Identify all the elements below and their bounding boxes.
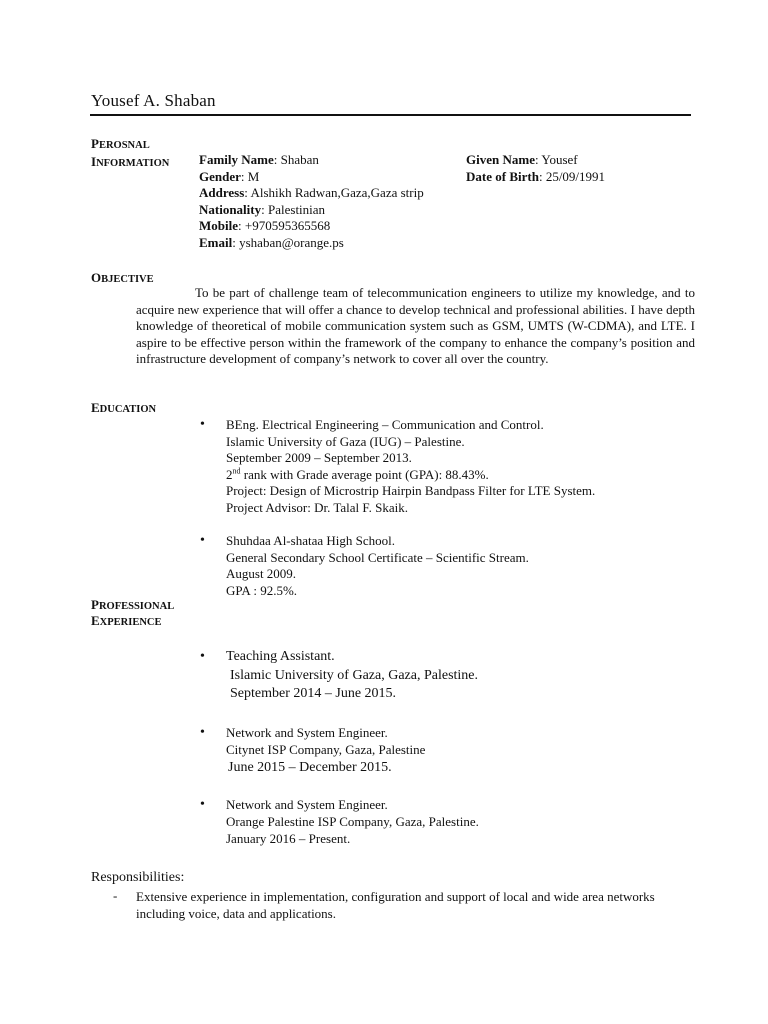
- gender-row: Gender: M: [199, 168, 260, 184]
- bullet-icon: •: [200, 797, 205, 812]
- education-heading: EDUCATION: [91, 400, 157, 415]
- bullet-icon: •: [200, 417, 205, 432]
- family-name-row: Family Name: Shaban: [199, 152, 319, 167]
- experience-entry: [226, 797, 479, 848]
- nationality-row: Nationality: Palestinian: [199, 201, 326, 217]
- degree: BEng. Electrical Engineering – Communication and Control.: [226, 417, 544, 432]
- job-title: Teaching Assistant.: [226, 649, 335, 664]
- objective-heading: OBJECTIVE: [91, 270, 154, 285]
- bullet-icon: •: [200, 533, 205, 548]
- objective-text: To be part of challenge team of telecommunication engineers to utilize my knowledge, and to acquire new experience that will offer a chance to develop technical and professional abilities. I have depth knowledge of theoretical of mobile communication system such as GSM, UMTS (W-CDMA), and LTE. I aspire to be effective person within the framework of the company to enhance the company’s position and infrastructure development of company’s network to cover all over the country.: [136, 285, 695, 366]
- job-title: Network and System Engineer.: [226, 797, 388, 812]
- bullet-icon: •: [200, 649, 205, 664]
- responsibilities-heading: Responsibilities:: [91, 870, 185, 885]
- dob-row: Date of Birth: 25/09/1991: [466, 168, 606, 184]
- project: Project: Design of Microstrip Hairpin Bandpass Filter for LTE System.: [226, 483, 596, 498]
- personal-info-right: [466, 152, 605, 185]
- dash-icon: -: [113, 888, 118, 903]
- personal-info-heading: PEROSNAL INFORMATION: [91, 136, 170, 169]
- employer: Orange Palestine ISP Company, Gaza, Palestine.: [226, 813, 479, 829]
- education-entry: [226, 417, 595, 516]
- responsibility-item: Extensive experience in implementation, configuration and support of local and wide area networks including voice, data and applications.: [136, 889, 655, 921]
- certificate: General Secondary School Certificate – Scientific Stream.: [226, 549, 529, 565]
- employer: Islamic University of Gaza, Gaza, Palestine.: [230, 667, 479, 683]
- school: Islamic University of Gaza (IUG) – Palestine.: [226, 433, 465, 449]
- job-period: January 2016 – Present.: [226, 831, 351, 846]
- gpa: GPA : 92.5%.: [226, 582, 298, 598]
- email-row: Email: yshaban@orange.ps: [199, 234, 344, 250]
- experience-entry: [226, 725, 425, 777]
- experience-entry: [226, 648, 478, 704]
- education-entry: [226, 533, 529, 599]
- given-name-row: Given Name: Yousef: [466, 152, 578, 167]
- period: September 2009 – September 2013.: [226, 450, 412, 465]
- mobile-row: Mobile: +970595365568: [199, 218, 331, 233]
- rank: 2nd rank with Grade average point (GPA): 88.43%.: [226, 466, 489, 482]
- advisor: Project Advisor: Dr. Talal F. Skaik.: [226, 499, 408, 515]
- header-divider: [90, 114, 691, 116]
- address-row: Address: Alshikh Radwan,Gaza,Gaza strip: [199, 185, 424, 200]
- personal-info-left: [199, 152, 424, 251]
- degree: Shuhdaa Al-shataa High School.: [226, 533, 395, 548]
- resume-name: Yousef A. Shaban: [91, 91, 216, 110]
- bullet-icon: •: [200, 725, 205, 740]
- job-period: September 2014 – June 2015.: [230, 686, 397, 701]
- job-title: Network and System Engineer.: [226, 725, 388, 740]
- job-period: June 2015 – December 2015.: [228, 760, 392, 775]
- employer: Citynet ISP Company, Gaza, Palestine: [226, 741, 426, 757]
- date: August 2009.: [226, 566, 297, 581]
- experience-heading: PROFESSIONAL EXPERIENCE: [91, 597, 175, 628]
